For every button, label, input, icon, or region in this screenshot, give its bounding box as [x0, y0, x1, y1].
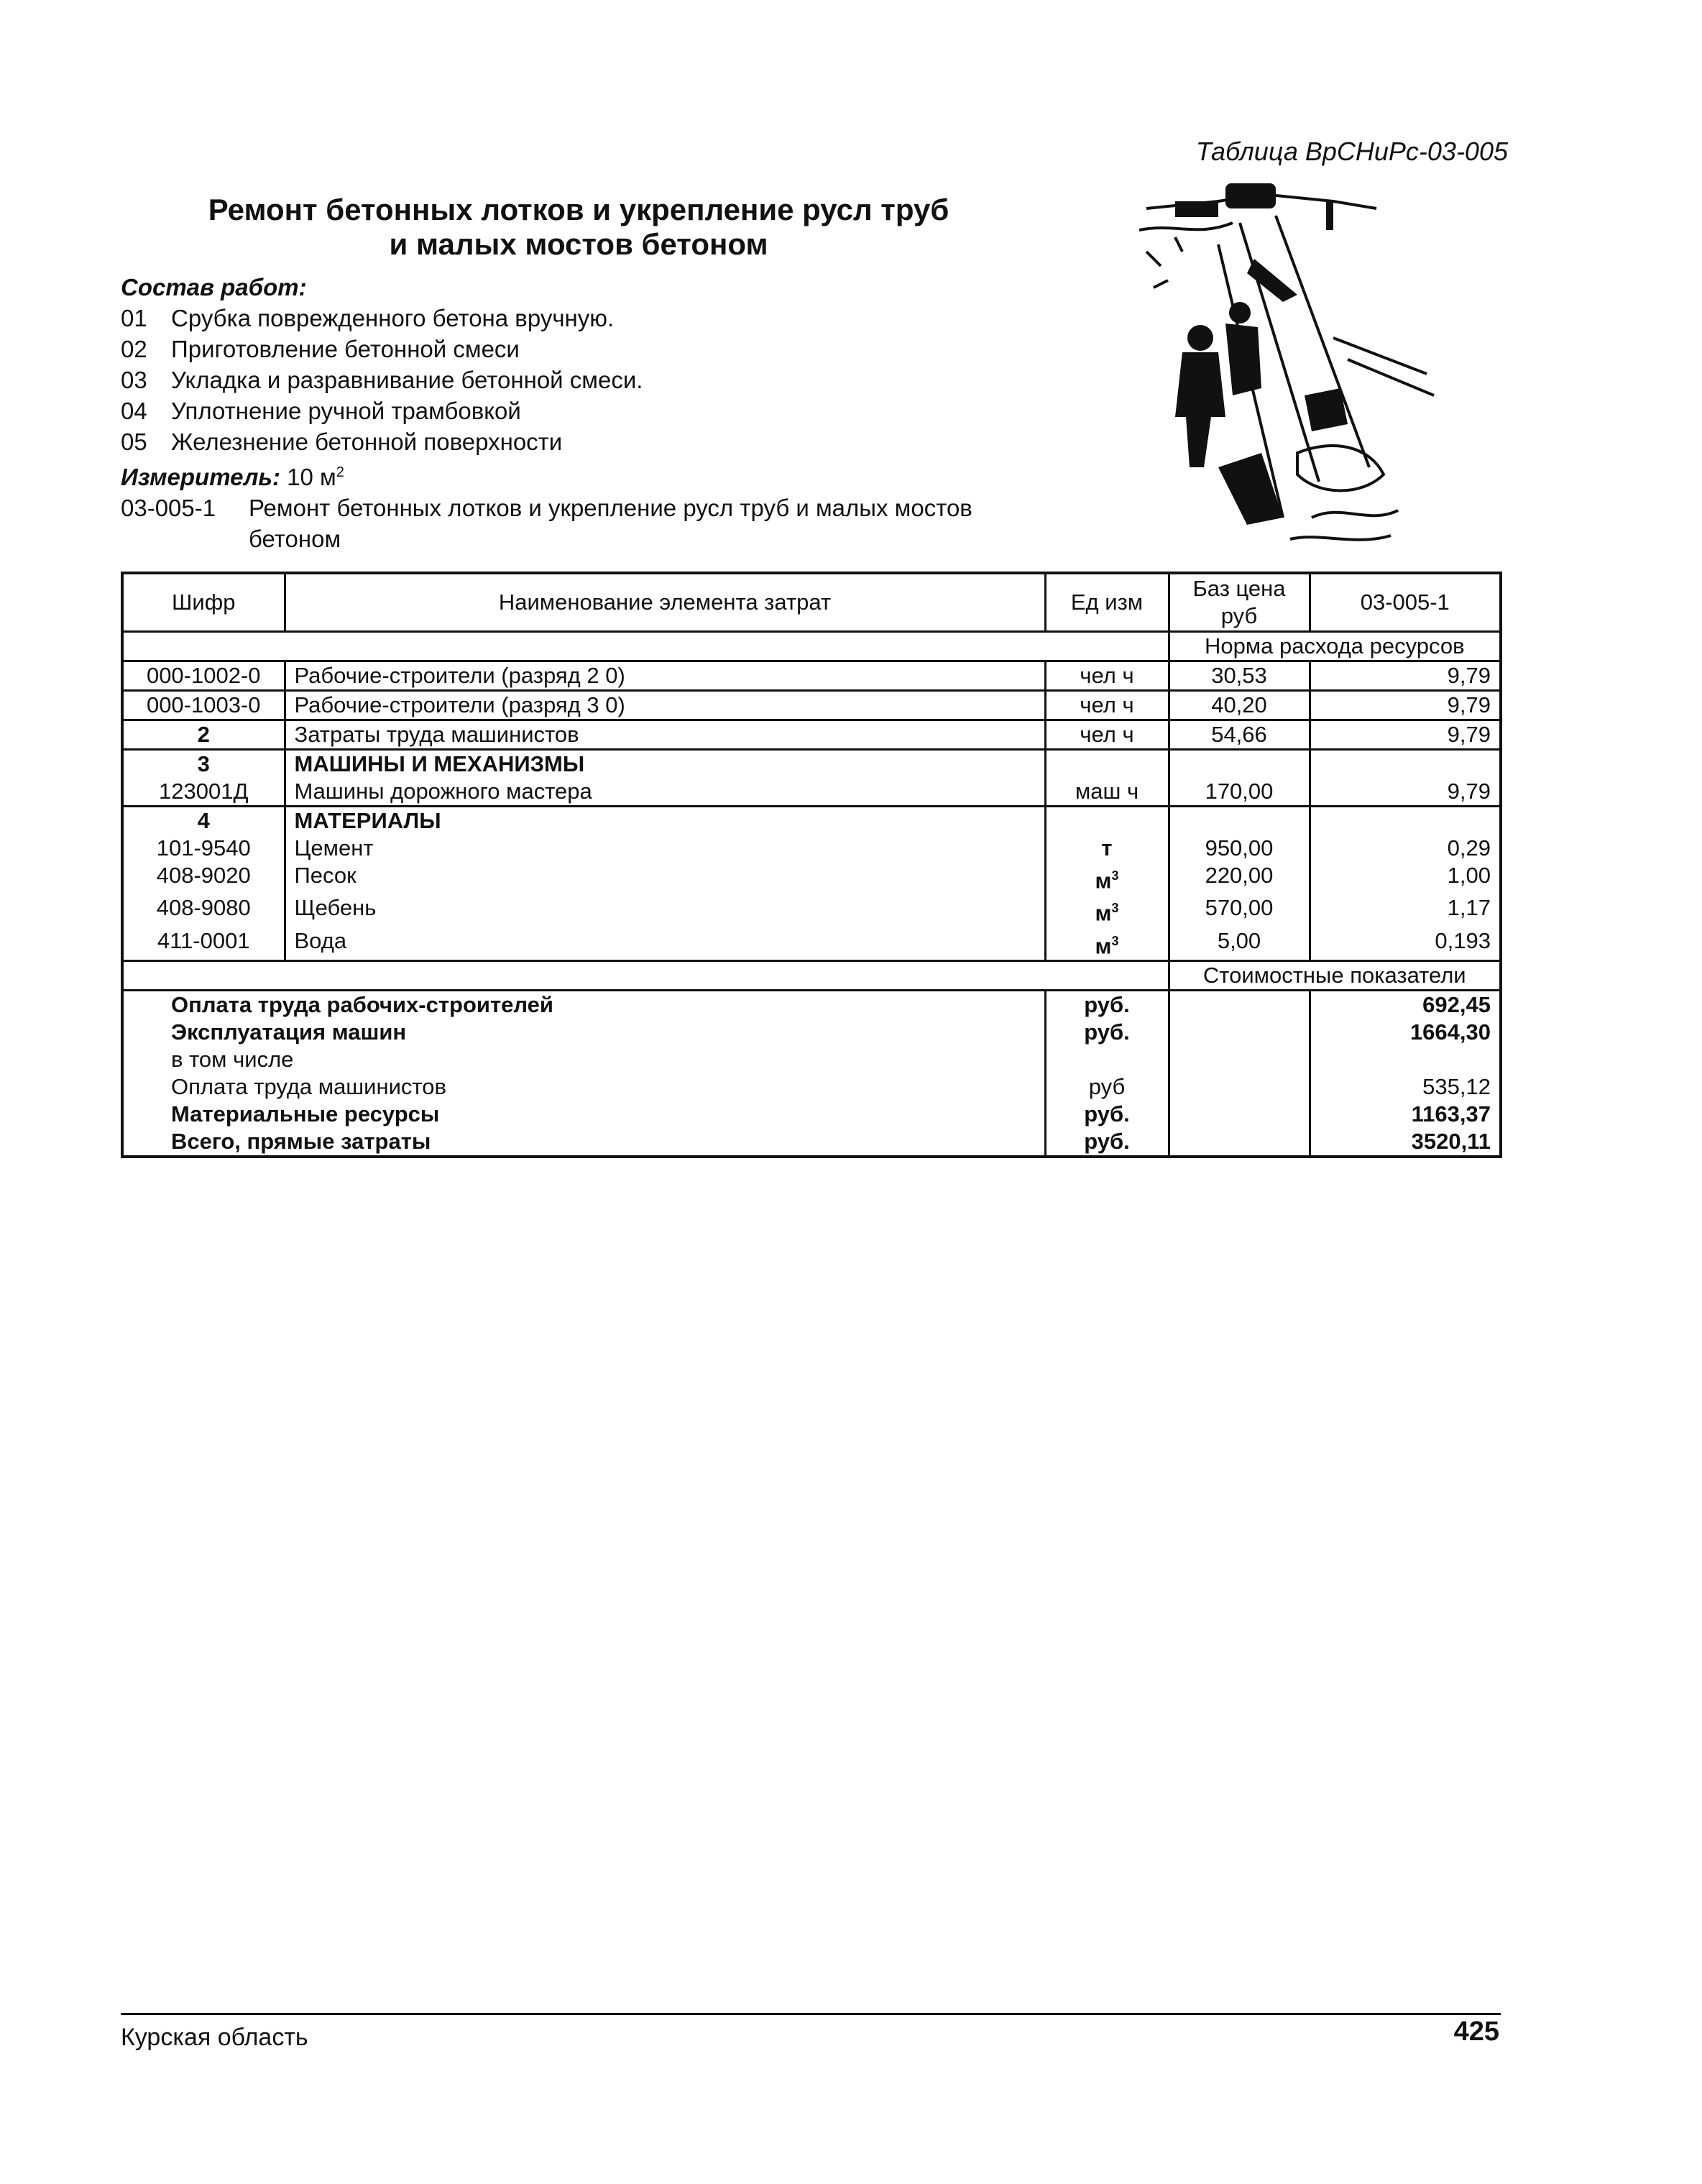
table-row: 408-9080 Щебень $м^3$ 570,00 1,17 [122, 894, 1501, 927]
cost-row: Оплата труда машинистов руб 535,12 [122, 1073, 1501, 1101]
cost-header: Стоимостные показатели [1169, 960, 1501, 990]
meter-line [121, 457, 1141, 492]
works-block [121, 272, 1141, 554]
table-header-row [122, 573, 1501, 632]
work-item: 04 Уплотнение ручной трамбовкой [121, 398, 521, 424]
table-row: 3 МАШИНЫ И МЕХАНИЗМЫ [122, 750, 1501, 779]
norm-section-row [122, 632, 1501, 661]
rate-table [121, 572, 1502, 1158]
header-name: Наименование элемента затрат [285, 573, 1045, 632]
title-line-1: Ремонт бетонных лотков и укрепление русл труб [208, 193, 949, 226]
header-price: Баз цена руб [1169, 573, 1310, 632]
workers-illustration [1132, 180, 1448, 554]
cost-row: Материальные ресурсы руб. 1163,37 [122, 1101, 1501, 1128]
cost-section-row [122, 960, 1501, 990]
item-description [121, 492, 1141, 554]
works-header: Состав работ: [121, 274, 307, 300]
header-code: Шифр [122, 573, 285, 632]
footer-region: Курская область [121, 2024, 308, 2051]
table-row: 4 МАТЕРИАЛЫ [122, 807, 1501, 835]
work-item: 02 Приготовление бетонной смеси [121, 336, 520, 362]
table-row: 101-9540 Цемент т 950,00 0,29 [122, 835, 1501, 862]
meter-value: 10 м [287, 464, 336, 490]
meter-exponent: 2 [336, 464, 344, 480]
work-item: 05 Железнение бетонной поверхности [121, 428, 563, 455]
item-code: 03-005-1 [121, 495, 216, 521]
item-line-2: бетоном [249, 526, 341, 552]
meter-label: Измеритель: [121, 464, 280, 490]
work-item: 03 Укладка и разравнивание бетонной смеси. [121, 367, 643, 393]
table-row: 2 Затраты труда машинистов чел ч 54,66 9,79 [122, 720, 1501, 750]
table-row: 123001Д Машины дорожного мастера маш ч 170,00 9,79 [122, 778, 1501, 807]
work-item: 01 Срубка поврежденного бетона вручную. [121, 305, 615, 331]
footer-divider [121, 2013, 1501, 2015]
table-row: 411-0001 Вода $м^3$ 5,00 0,193 [122, 927, 1501, 961]
table-row: 000-1002-0 Рабочие-строители (разряд 2 0) чел ч 30,53 9,79 [122, 661, 1501, 691]
table-label: Таблица ВрСНиРс-03-005 [1195, 137, 1508, 166]
title-line-2: и малых мостов бетоном [389, 227, 768, 261]
cost-row: Эксплуатация машин руб. 1664,30 [122, 1019, 1501, 1046]
norm-header: Норма расхода ресурсов [1169, 632, 1501, 661]
cost-row: Оплата труда рабочих-строителей руб. 692,45 [122, 990, 1501, 1019]
cost-row: Всего, прямые затраты руб. 3520,11 [122, 1128, 1501, 1157]
cost-row: в том числе [122, 1046, 1501, 1073]
table-row: 000-1003-0 Рабочие-строители (разряд 3 0) чел ч 40,20 9,79 [122, 691, 1501, 720]
table-row: 408-9020 Песок $м^3$ 220,00 1,00 [122, 862, 1501, 894]
page-title [115, 193, 1042, 262]
page-number: 425 [1453, 2016, 1499, 2047]
header-column: 03-005-1 [1310, 573, 1501, 632]
item-line-1: Ремонт бетонных лотков и укрепление русл труб и малых мостов [249, 495, 972, 521]
header-unit: Ед изм [1045, 573, 1169, 632]
